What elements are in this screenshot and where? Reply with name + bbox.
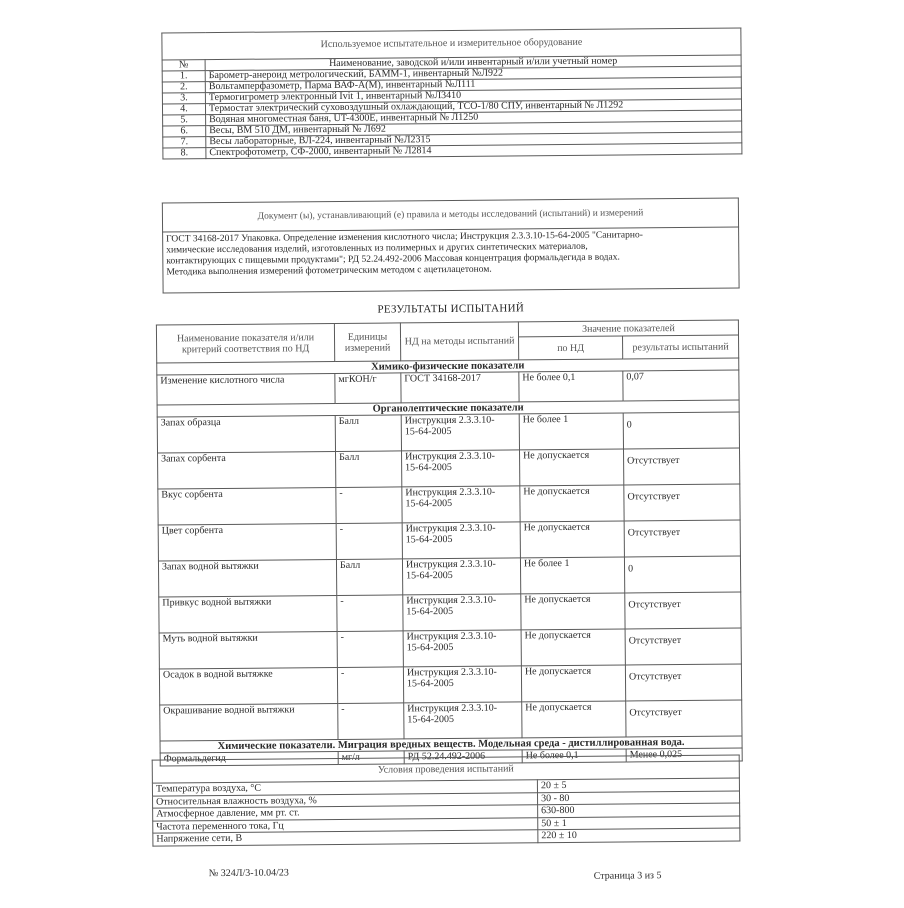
page-number: Страница 3 из 5: [593, 870, 662, 882]
table-row: [159, 664, 741, 705]
method-line: 15-64-2005: [407, 713, 455, 726]
indicator-result: Отсутствует: [624, 520, 740, 557]
indicator-name: Окрашивание водной вытяжки: [160, 703, 338, 741]
section-physchem: Химико-физические показатели: [157, 358, 739, 375]
indicator-method: [402, 558, 520, 595]
indicator-method: ГОСТ 34168-2017: [401, 372, 519, 403]
indicator-name: Цвет сорбента: [158, 523, 336, 561]
section-organoleptic: Органолептические показатели: [157, 400, 739, 417]
indicator-method: [404, 702, 522, 739]
section-chemical: Химические показатели. Миграция вредных веществ. Модельная среда - дистиллированная вода.: [160, 736, 742, 753]
indicator-method: [403, 594, 521, 631]
equipment-number: 1.: [162, 71, 205, 82]
indicator-nd-value: Не допускается: [520, 485, 624, 522]
indicator-nd-value: Не допускается: [521, 593, 625, 630]
condition-value: 30 - 80: [537, 790, 739, 804]
document-number: № 324Л/3-10.04/23: [208, 867, 289, 880]
condition-value: 220 ± 10: [538, 828, 740, 842]
condition-name: Атмосферное давление, мм рт. ст.: [153, 805, 538, 821]
equipment-number: 8.: [163, 148, 206, 159]
equipment-table: [161, 27, 742, 159]
method-line: Инструкция 2.3.3.10-: [404, 414, 495, 427]
indicator-name: Муть водной вытяжки: [159, 631, 337, 669]
indicator-method: [403, 630, 521, 667]
method-line: 15-64-2005: [405, 497, 453, 510]
col-method: НД на методы испытаний: [400, 322, 518, 361]
indicator-result: Отсутствует: [623, 448, 739, 485]
indicator-unit: -: [338, 703, 404, 740]
col-units: Единицы измерений: [334, 323, 400, 362]
equipment-name: Термостат электрический суховоздушный охлаждающий, ТСО-1/80 СПУ, инвентарный № Л1292: [205, 99, 741, 115]
method-line: Инструкция 2.3.3.10-: [405, 486, 496, 499]
equipment-number: 6.: [163, 126, 206, 137]
equipment-name: Вольтамперфазометр, Парма ВАФ-А(М), инвентарный №Л111: [205, 77, 741, 93]
method-line: 15-64-2005: [406, 605, 454, 618]
condition-name: Относительная влажность воздуха, %: [153, 792, 538, 808]
condition-value: 50 ± 1: [538, 815, 740, 829]
documents-line: химические исследования изделий, изготовленных из полимерных и других синтетических материалов,: [166, 241, 588, 256]
documents-title: Документ (ы), устанавливающий (е) правила и методы исследований (испытаний) и измерений: [162, 198, 738, 232]
equipment-name: Спектрофотометр, СФ-2000, инвентарный № Л2814: [206, 143, 742, 159]
method-line: 15-64-2005: [404, 425, 452, 438]
methods-documents-table: [162, 197, 740, 293]
col-values: Значение показателей: [518, 320, 738, 337]
indicator-method: [402, 486, 520, 523]
indicator-name: Изменение кислотного числа: [157, 374, 335, 406]
method-line: Инструкция 2.3.3.10-: [406, 630, 497, 643]
documents-line: Методика выполнения измерений фотометрическим методом с ацетилацетоном.: [166, 264, 492, 278]
table-row: [158, 484, 740, 525]
indicator-result: Отсутствует: [625, 592, 741, 629]
method-line: Инструкция 2.3.3.10-: [405, 450, 495, 463]
indicator-nd-value: Не более 1: [520, 557, 624, 594]
indicator-unit: Балл: [335, 415, 401, 452]
indicator-unit: -: [336, 523, 402, 560]
table-row: [158, 448, 740, 489]
col-by-nd: по НД: [519, 336, 623, 360]
indicator-unit: Балл: [336, 451, 402, 488]
method-line: Инструкция 2.3.3.10-: [406, 594, 497, 607]
condition-name: Напряжение сети, В: [153, 830, 538, 846]
indicator-result: Менее 0,025: [626, 748, 742, 762]
indicator-name: Запах сорбента: [158, 451, 336, 489]
condition-name: Температура воздуха, °С: [152, 780, 537, 796]
indicator-nd-value: Не допускается: [521, 629, 625, 666]
equipment-title: Используемое испытательное и измерительное оборудование: [162, 28, 741, 60]
indicator-method: [403, 666, 521, 703]
indicator-result: Отсутствует: [625, 628, 741, 665]
indicator-name: Привкус водной вытяжки: [159, 595, 337, 633]
results-heading: РЕЗУЛЬТАТЫ ИСПЫТАНИЙ: [377, 302, 525, 316]
equipment-name: Термогигрометр электронный Ivit 1, инвентарный №Л3410: [205, 88, 741, 104]
conditions-title: Условия проведения испытаний: [152, 755, 739, 783]
indicator-result: 0,07: [623, 370, 739, 401]
indicator-result: Отсутствует: [626, 700, 742, 737]
method-line: Инструкция 2.3.3.10-: [405, 522, 496, 535]
equipment-number: 2.: [162, 82, 205, 93]
indicator-nd-value: Не допускается: [522, 701, 626, 738]
indicator-method: [402, 522, 520, 559]
table-row: [159, 592, 741, 633]
equipment-number: 4.: [162, 104, 205, 115]
table-row: [158, 520, 740, 561]
indicator-name: Осадок в водной вытяжке: [159, 667, 337, 705]
indicator-name: Запах образца: [157, 416, 335, 454]
table-row: [158, 556, 740, 597]
col-indicator-name: Наименование показателя и/или критерий соответствия по НД: [156, 324, 334, 364]
indicator-result: 0: [623, 412, 739, 449]
method-line: Инструкция 2.3.3.10-: [406, 666, 497, 679]
indicator-unit: -: [337, 595, 403, 632]
results-table: [156, 319, 743, 766]
method-line: 15-64-2005: [406, 569, 453, 582]
indicator-unit: мгКОН/г: [335, 373, 401, 404]
equipment-name: Водяная многоместная баня, UT-4300E, инвентарный № Л1250: [206, 110, 742, 126]
indicator-nd-value: Не допускается: [520, 449, 624, 486]
documents-line: контактирующих с пищевыми продуктами"; РД 52.24.492-2006 Массовая концентрация формальдегида в водах.: [166, 252, 620, 267]
indicator-nd-value: Не допускается: [520, 521, 624, 558]
equipment-name: Барометр-анероид метрологический, БАММ-1, инвентарный №Л922: [205, 66, 741, 82]
indicator-unit: -: [337, 631, 403, 668]
equipment-number: 5.: [163, 115, 206, 126]
indicator-unit: -: [336, 487, 402, 524]
indicator-name: Вкус сорбента: [158, 487, 336, 525]
method-line: 15-64-2005: [405, 533, 453, 546]
indicator-result: 0: [624, 556, 740, 593]
indicator-name: Запах водной вытяжки: [158, 559, 336, 597]
col-results: результаты испытаний: [623, 335, 739, 359]
method-line: 15-64-2005: [405, 461, 452, 474]
table-row: [160, 700, 742, 741]
indicator-unit: -: [337, 667, 403, 704]
equipment-number: 3.: [162, 93, 205, 104]
indicator-method: [402, 450, 520, 487]
equipment-number: 7.: [163, 137, 206, 148]
method-line: 15-64-2005: [406, 641, 454, 654]
equipment-name: Весы, ВМ 510 ДМ, инвентарный № Л692: [206, 121, 742, 137]
indicator-unit: Балл: [336, 559, 402, 596]
equipment-col-name: Наименование, заводской и/или инвентарный и/или учетный номер: [205, 55, 741, 71]
indicator-method: [401, 414, 519, 451]
test-conditions-table: [152, 754, 741, 846]
indicator-nd-value: Не более 0,1: [519, 371, 623, 402]
indicator-result: Отсутствует: [624, 484, 740, 521]
method-line: 15-64-2005: [406, 677, 454, 690]
condition-value: 630-800: [538, 803, 740, 817]
documents-line: ГОСТ 34168-2017 Упаковка. Определение изменения кислотного числа; Инструкция 2.3.3.10-15-64-2005 "Санитарно-: [166, 230, 643, 245]
indicator-name: Формальдегид: [160, 751, 338, 766]
table-row: [159, 628, 741, 669]
method-line: Инструкция 2.3.3.10-: [407, 702, 498, 715]
documents-text: [163, 227, 740, 293]
indicator-nd-value: Не более 0,1: [522, 749, 626, 763]
indicator-result: Отсутствует: [625, 664, 741, 701]
equipment-col-number: №: [162, 60, 205, 71]
indicator-nd-value: Не допускается: [521, 665, 625, 702]
method-line: Инструкция 2.3.3.10-: [405, 558, 496, 571]
condition-name: Частота переменного тока, Гц: [153, 817, 538, 833]
equipment-name: Весы лабораторные, ВЛ-224, инвентарный №Л2315: [206, 132, 742, 148]
indicator-nd-value: Не более 1: [519, 413, 623, 450]
indicator-unit: мг/л: [338, 751, 404, 765]
table-row: [157, 412, 739, 453]
indicator-method: РД 52.24.492-2006: [404, 750, 522, 764]
condition-value: 20 ± 5: [537, 778, 739, 792]
